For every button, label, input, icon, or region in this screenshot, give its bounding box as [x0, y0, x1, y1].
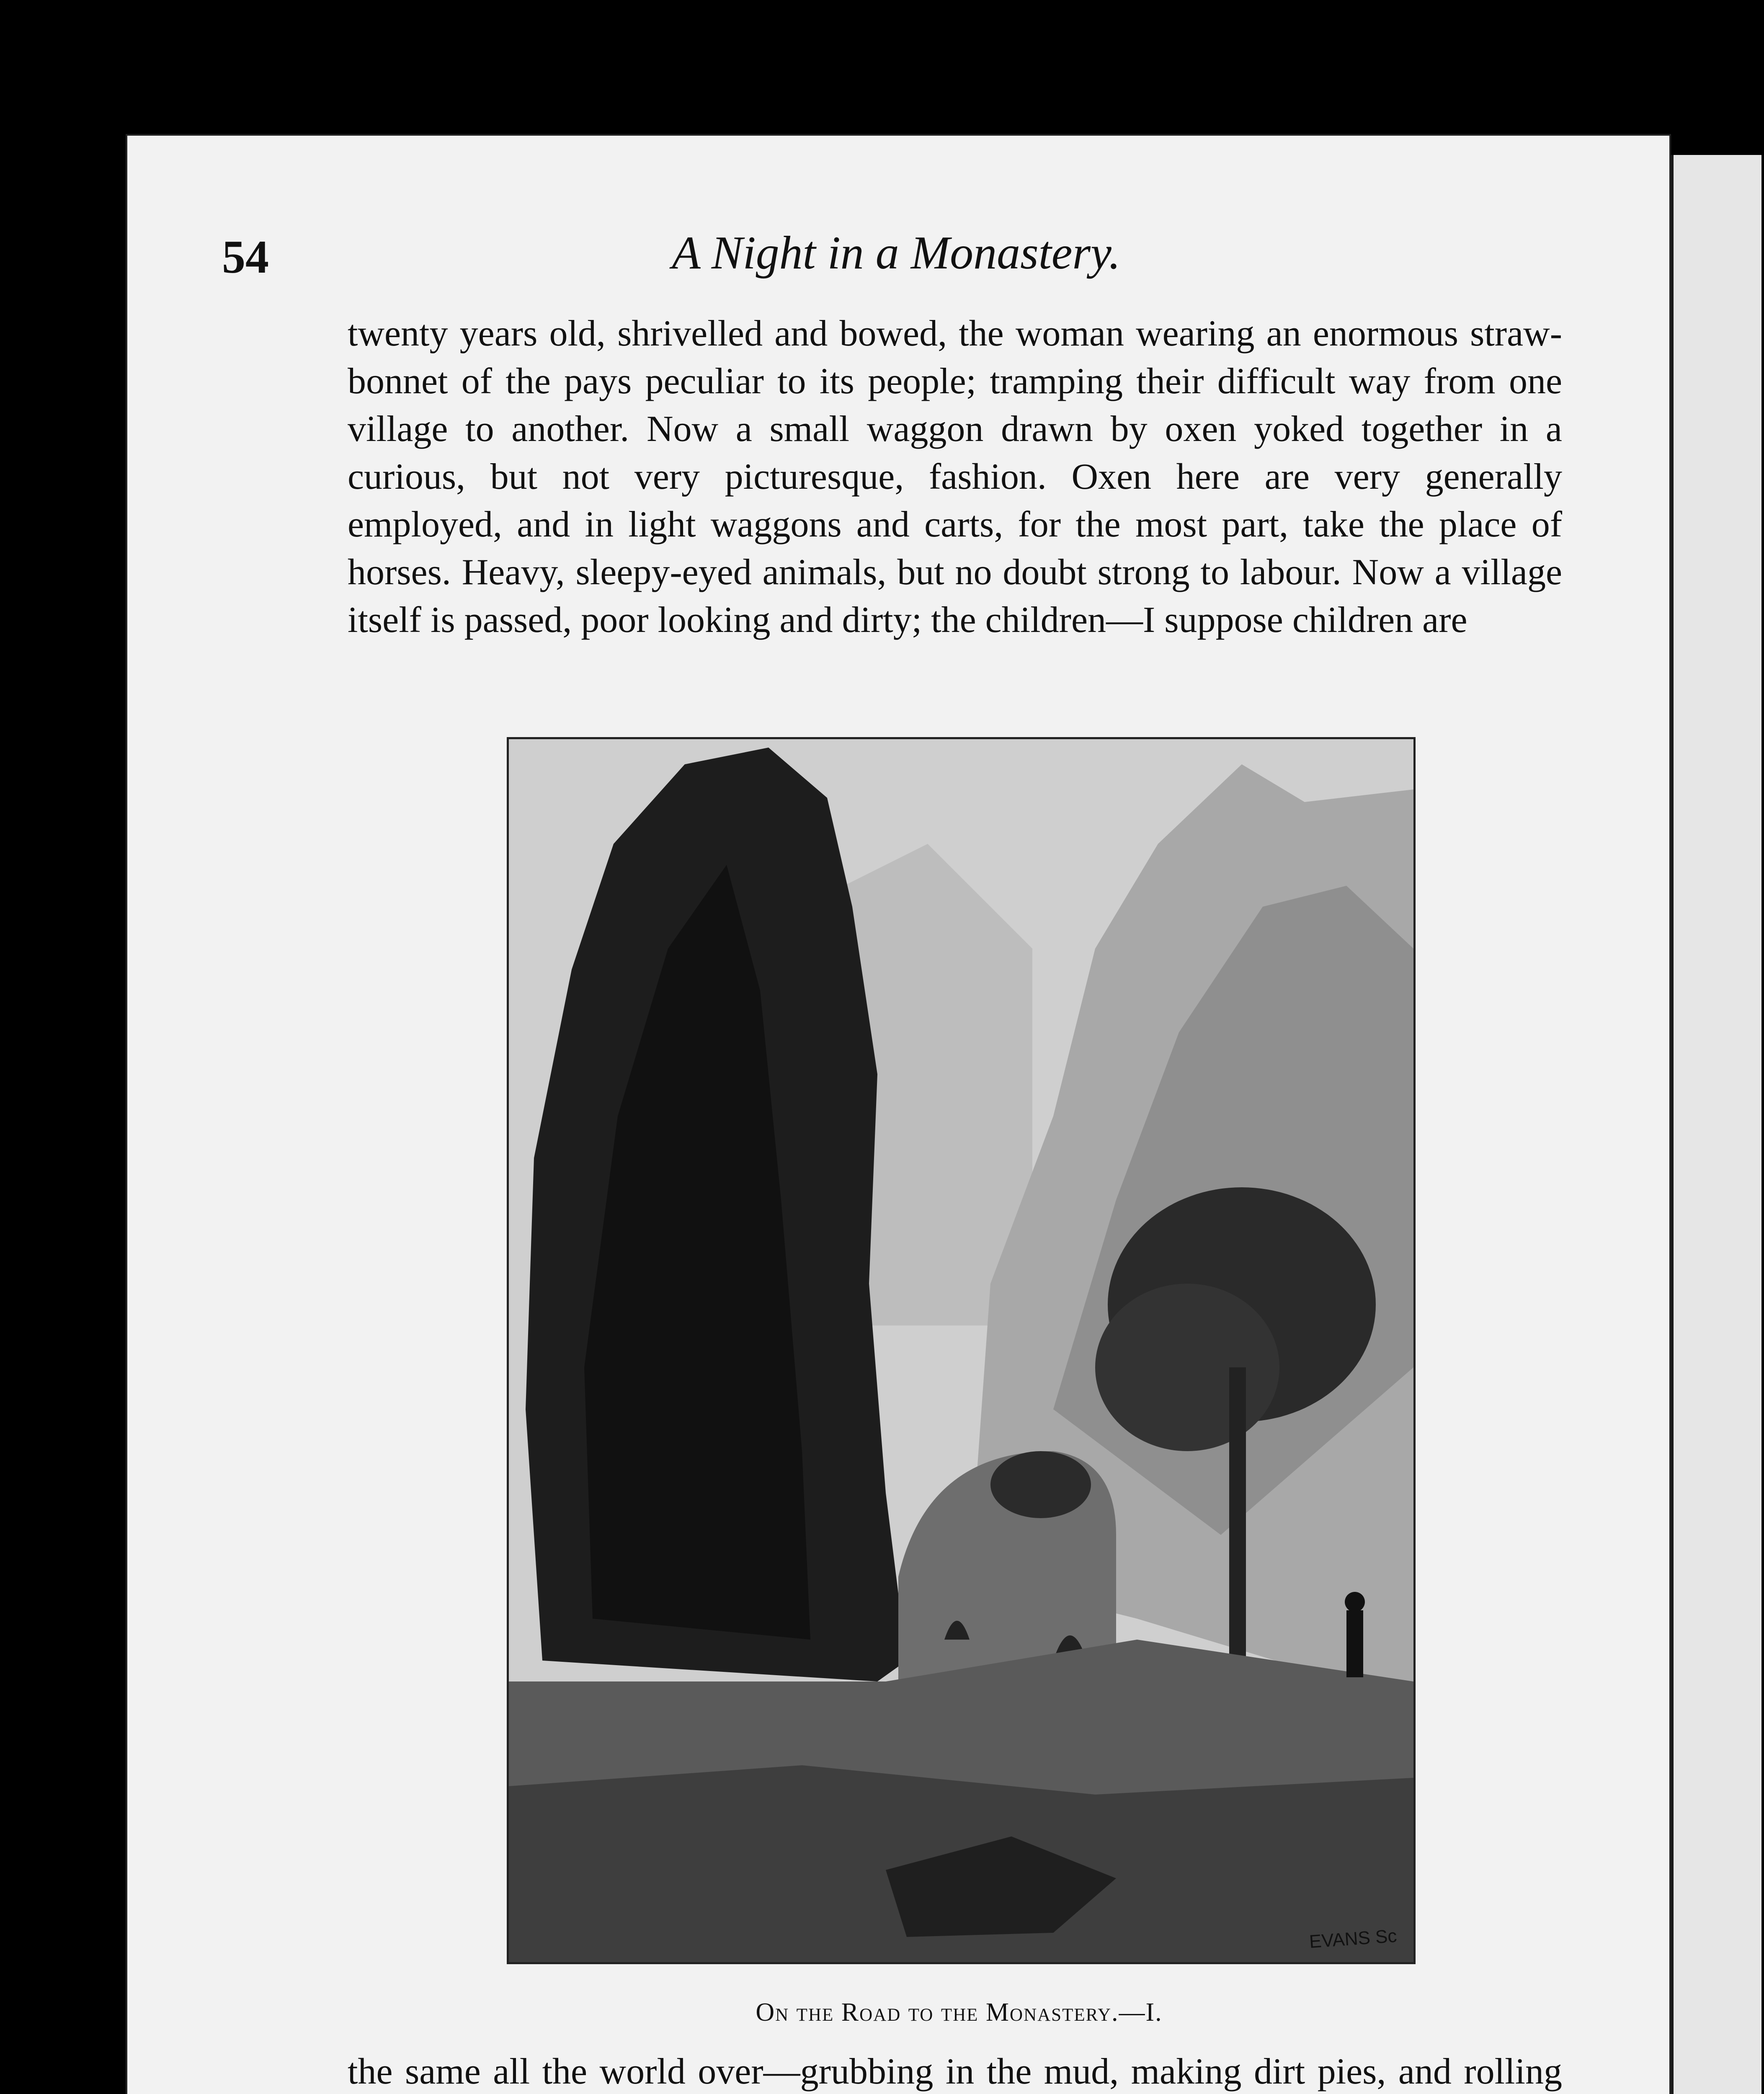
engraving-illustration	[507, 737, 1416, 1964]
running-title: A Night in a Monastery.	[672, 227, 1121, 279]
paragraph: twenty years old, shrivelled and bowed, the woman wearing an enormous straw-bonnet of the pays peculiar to its people; tramping their difficult way from one village to another. Now a small waggon drawn by oxen yoked together in a curious, but not very picturesque, fashion. Oxen here are very generally employed, and in light waggons and carts, for the most part, take the place of horses. Heavy, sleepy-eyed animals, but no doubt strong to labour. Now a village itself is passed, poor looking and dirty; the children—I suppose children are	[348, 313, 1562, 640]
page-number: 54	[222, 231, 269, 283]
body-text-top	[348, 310, 1562, 644]
illustration-caption: On the Road to the Monastery.—I.	[756, 1998, 1163, 2027]
page-header	[222, 226, 1571, 293]
engraver-signature: EVANS Sc	[1308, 1925, 1398, 1952]
next-page-edge	[1671, 155, 1761, 2094]
body-text-bottom	[348, 2048, 1562, 2094]
gorge-engraving	[509, 739, 1413, 1962]
paragraph: the same all the world over—grubbing in the mud, making dirt pies, and rolling	[348, 2051, 1562, 2092]
